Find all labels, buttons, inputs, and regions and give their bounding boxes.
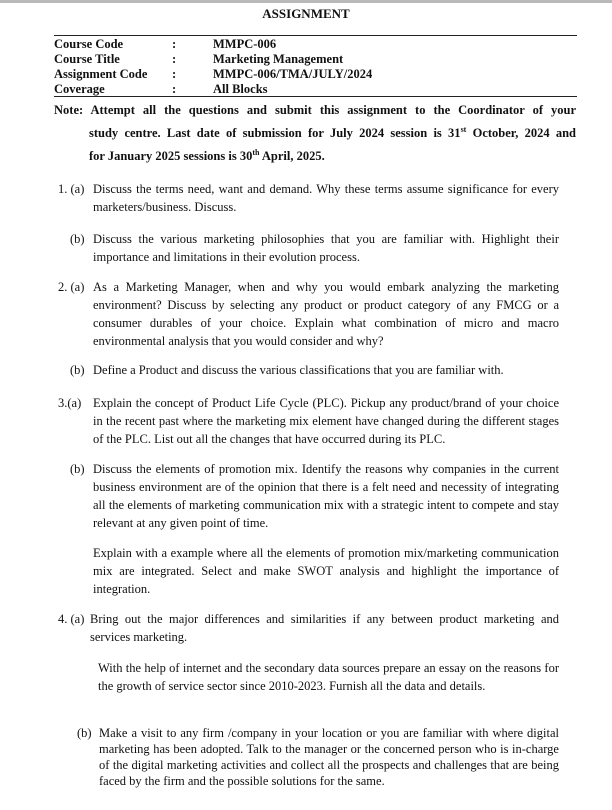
meta-label: Coverage (54, 82, 105, 96)
question-text: Define a Product and discuss the various classifications that you are familiar with. (93, 363, 504, 377)
question-3a (58, 394, 559, 448)
question-1a (58, 180, 559, 216)
question-number: (b) (70, 462, 85, 476)
question-text: Make a visit to any firm /company in your location or you are familiar with where digital marketing has been adopted. Talk to the manager or the concerned person who is in-charge of the digital marketing activities and collect all the prospects and challenges that are being faced by the firm and the possible solutions for the same. (99, 726, 559, 788)
meta-row-course-code (54, 37, 584, 53)
meta-colon: : (172, 67, 177, 81)
question-number: (b) (77, 726, 92, 740)
meta-label: Course Code (54, 37, 124, 51)
question-text: Discuss the various marketing philosophies that you are familiar with. Highlight their importance and limitations in their evolution process. (93, 232, 559, 264)
meta-value: MMPC-006/TMA/JULY/2024 (213, 67, 373, 81)
document-title: ASSIGNMENT (262, 6, 350, 21)
header-rule-bottom (54, 96, 577, 97)
meta-colon: : (172, 82, 177, 96)
question-2a (58, 278, 559, 350)
page-top-border (0, 0, 612, 3)
question-text: With the help of internet and the secondary data sources prepare an essay on the reasons for the growth of service sector since 2010-2023. Furnish all the data and details. (98, 661, 559, 693)
note-line-1: Note: Attempt all the questions and submit this assignment to the Coordinator of your (54, 103, 576, 117)
meta-row-assignment-code (54, 67, 584, 83)
question-text: Bring out the major differences and similarities if any between product marketing and services marketing. (90, 612, 559, 644)
question-text: Discuss the terms need, want and demand. Why these terms assume significance for every marketers/business. Discuss. (93, 182, 559, 214)
question-4a-continued (98, 659, 559, 695)
question-number: (b) (70, 363, 85, 377)
meta-row-course-title (54, 52, 584, 68)
question-number: (b) (70, 232, 85, 246)
note-line-2: study centre. Last date of submission for July 2024 session is 31st October, 2024 and (89, 124, 576, 140)
meta-value: MMPC-006 (213, 37, 277, 51)
meta-label: Course Title (54, 52, 120, 66)
question-4b (77, 725, 559, 789)
submission-note (54, 99, 576, 168)
note-line-3: for January 2025 sessions is 30th April, 2025. (89, 147, 325, 163)
note-label: Note: (54, 103, 84, 117)
question-number: 3.(a) (58, 396, 82, 410)
question-4a (58, 610, 559, 646)
question-text: Explain with a example where all the elements of promotion mix/marketing communication mix are integrated. Select and make SWOT analysis and highlight the importance of integration. (93, 546, 559, 596)
question-text: Discuss the elements of promotion mix. Identify the reasons why companies in the current business environment are of the opinion that there is a felt need and necessity of integrating all the elements of marketing communication mix with a strategic intent to compete and stay relevant at any given point of time. (93, 462, 559, 530)
question-text: As a Marketing Manager, when and why you would embark analyzing the marketing environment? Discuss by selecting any product or product category of any FMCG or a consumer durables of your choice. Explain what combination of micro and macro environmental analysis that you would consider and why? (93, 280, 559, 348)
question-1b (70, 230, 559, 266)
question-3b (70, 460, 559, 532)
question-2b (70, 361, 559, 379)
question-number: 2. (a) (58, 280, 85, 294)
meta-colon: : (172, 52, 177, 66)
meta-colon: : (172, 37, 177, 51)
meta-value: Marketing Management (213, 52, 344, 66)
question-number: 4. (a) (58, 612, 85, 626)
header-rule-top (54, 35, 577, 36)
question-number: 1. (a) (58, 182, 85, 196)
question-text: Explain the concept of Product Life Cycle (PLC). Pickup any product/brand of your choice in the recent past where the marketing mix element have changed during the different stages of the PLC. List out all the changes that have occurred during its PLC. (93, 396, 559, 446)
meta-value: All Blocks (213, 82, 268, 96)
meta-label: Assignment Code (54, 67, 148, 81)
question-3b-continued (93, 544, 559, 598)
